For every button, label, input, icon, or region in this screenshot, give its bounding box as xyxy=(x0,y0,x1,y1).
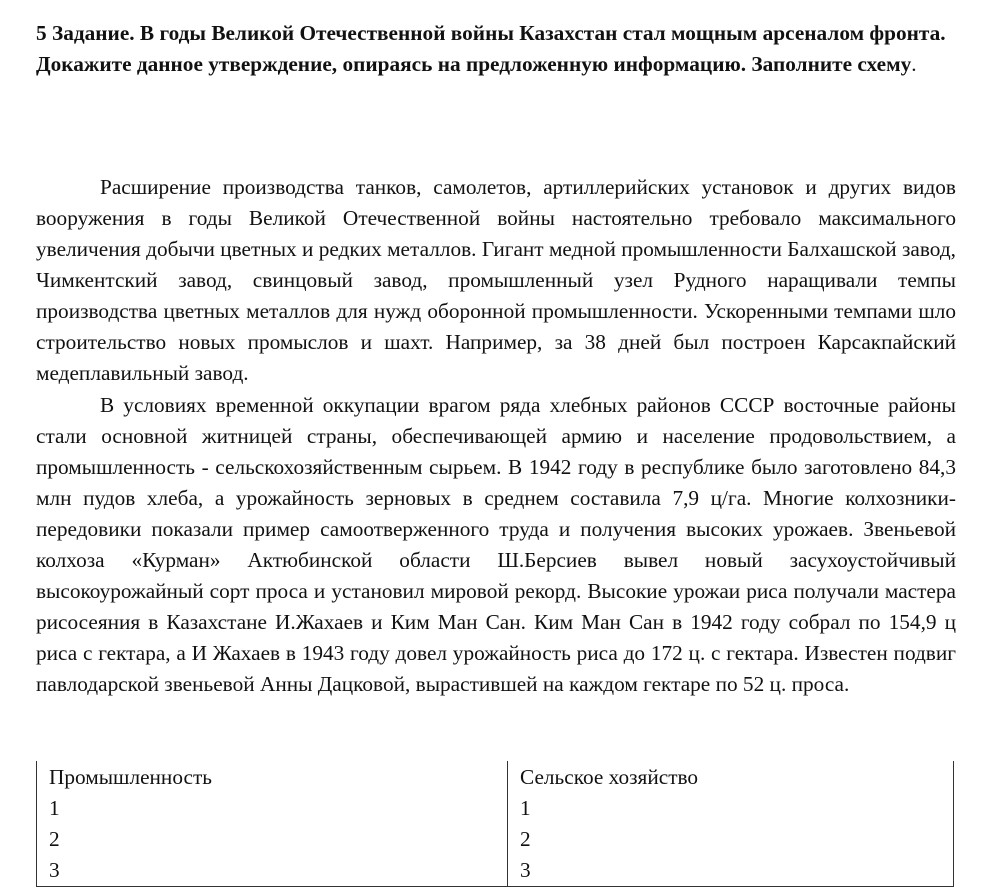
task-instruction: Докажите данное утверждение, опираясь на предложенную информацию. Заполните схему xyxy=(36,52,912,76)
task-title: 5 Задание. В годы Великой Отечественной войны Казахстан стал мощным арсеналом фронта. xyxy=(36,21,946,45)
agriculture-cell-2[interactable]: 2 xyxy=(508,824,954,855)
paragraph-agriculture: В условиях временной оккупации врагом ряда хлебных районов СССР восточные районы стали основной житницей страны, обеспечивающей армию и население продовольствием, а промышленность - сельскохозяйственным сырьем. В 1942 году в республике было заготовлено 84,3 млн пудов хлеба, а урожайность зерновых в среднем составила 7,9 ц/га. Многие колхозники-передовики показали пример самоотверженного труда и получения высоких урожаев. Звеньевой колхоза «Курман» Актюбинской области Ш.Берсиев вывел новый засухоустойчивый высокоурожайный сорт проса и установил мировой рекорд. Высокие урожаи риса получали мастера рисосеяния в Казахстане И.Жахаев и Ким Ман Сан. Ким Ман Сан в 1942 году собрал по 154,9 ц риса с гектара, а И Жахаев в 1943 году довел урожайность риса до 172 ц. с гектара. Известен подвиг павлодарской звеньевой Анны Дацковой, вырастившей на каждом гектаре по 52 ц. проса. xyxy=(36,393,956,696)
header-industry: Промышленность xyxy=(37,761,508,793)
table-row xyxy=(37,824,954,855)
answer-scheme-table xyxy=(36,761,954,887)
industry-cell-1[interactable]: 1 xyxy=(37,793,508,824)
task-heading xyxy=(36,18,961,80)
table-header-row xyxy=(37,761,954,793)
table-row xyxy=(37,855,954,887)
agriculture-cell-1[interactable]: 1 xyxy=(508,793,954,824)
paragraph-industry: Расширение производства танков, самолетов, артиллерийских установок и других видов вооружения в годы Великой Отечественной войны настоятельно требовало максимального увеличения добычи цветных и редких металлов. Гигант медной промышленности Балхашской завод, Чимкентский завод, свинцовый завод, промышленный узел Рудного наращивали темпы производства цветных металлов для нужд оборонной промышленности. Ускоренными темпами шло строительство новых промыслов и шахт. Например, за 38 дней был построен Карсакпайский медеплавильный завод. xyxy=(36,175,956,385)
table-row xyxy=(37,793,954,824)
task-instruction-period: . xyxy=(911,52,917,76)
header-agriculture: Сельское хозяйство xyxy=(508,761,954,793)
industry-cell-2[interactable]: 2 xyxy=(37,824,508,855)
industry-cell-3[interactable]: 3 xyxy=(37,855,508,887)
agriculture-cell-3[interactable]: 3 xyxy=(508,855,954,887)
